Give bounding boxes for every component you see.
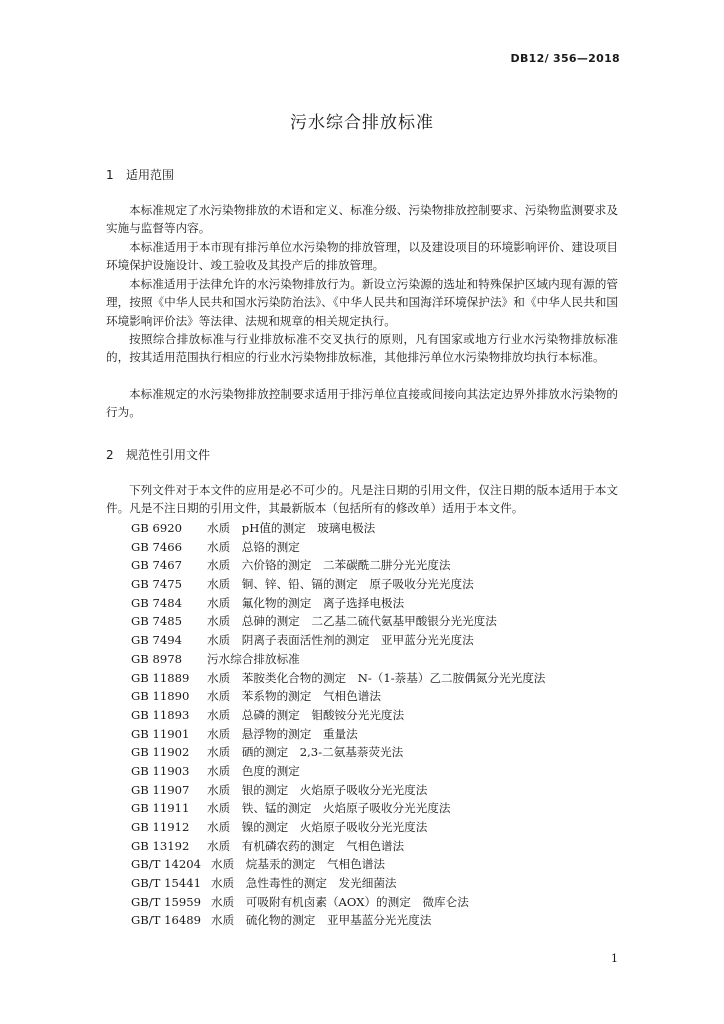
reference-item (131, 650, 545, 669)
reference-item (131, 556, 545, 575)
reference-title: 水质 硒的测定 2,3-二氨基萘荧光法 (207, 745, 404, 760)
reference-item (131, 706, 545, 725)
section-number: 1 (106, 168, 114, 182)
reference-title: 水质 总铬的测定 (207, 539, 300, 554)
reference-title: 水质 六价铬的测定 二苯碳酰二肼分光光度法 (207, 558, 451, 573)
reference-item (131, 799, 545, 818)
section-1-paragraph: 本标准规定了水污染物排放的术语和定义、标准分级、污染物排放控制要求、污染物监测要求及实施与监督等内容。 (106, 203, 618, 236)
section-1-paragraph: 本标准适用于法律允许的水污染物排放行为。新设立污染源的选址和特殊保护区域内现有源的管理，按照《中华人民共和国水污染防治法》、《中华人民共和国海洋环境保护法》和《中华人民共和国环境影响评价法》等法律、法规和规章的相关规定执行。 (106, 277, 618, 328)
reference-item (131, 538, 545, 557)
reference-item (131, 837, 545, 856)
reference-item (131, 612, 545, 631)
section-1-paragraph: 本标准规定的水污染物排放控制要求适用于排污单位直接或间接向其法定边界外排放水污染物的行为。 (106, 387, 618, 420)
reference-code: GB 7494 (131, 633, 182, 648)
page-number: 1 (611, 952, 618, 965)
section-2-paragraph: 下列文件对于本文件的应用是必不可少的。凡是注日期的引用文件，仅注日期的版本适用于本文件。凡是不注日期的引用文件，其最新版本（包括所有的修改单）适用于本文件。 (106, 483, 618, 516)
reference-title: 水质 铜、锌、铅、镉的测定 原子吸收分光光度法 (207, 577, 474, 592)
reference-title: 水质 pH值的测定 玻璃电极法 (207, 521, 376, 535)
reference-code: GB 11889 (131, 670, 190, 685)
reference-code: GB/T 15441 (131, 876, 201, 891)
reference-code: GB 13192 (131, 838, 190, 853)
header-rule (104, 72, 620, 73)
reference-code: GB 11902 (131, 745, 190, 760)
reference-code: GB 6920 (131, 521, 182, 535)
reference-item (131, 911, 545, 930)
section-1-paragraph: 本标准适用于本市现有排污单位水污染物的排放管理，以及建设项目的环境影响评价、建设项目环境保护设施设计、竣工验收及其投产后的排放管理。 (106, 240, 618, 273)
reference-title: 水质 总磷的测定 钼酸铵分光光度法 (207, 707, 405, 722)
reference-item (131, 818, 545, 837)
section-title: 规范性引用文件 (126, 448, 211, 462)
reference-code: GB 8978 (131, 651, 182, 666)
reference-item (131, 725, 545, 744)
reference-title: 水质 可吸附有机卤素（AOX）的测定 微库仑法 (211, 894, 469, 909)
reference-title: 水质 阴离子表面活性剂的测定 亚甲蓝分光光度法 (207, 633, 474, 648)
reference-item (131, 594, 545, 613)
reference-title: 水质 悬浮物的测定 重量法 (207, 726, 358, 741)
reference-item (131, 874, 545, 893)
reference-item (131, 519, 545, 538)
reference-title: 水质 银的测定 火焰原子吸收分光光度法 (207, 782, 428, 797)
reference-title: 水质 镍的测定 火焰原子吸收分光光度法 (207, 820, 428, 834)
section-number: 2 (106, 448, 114, 462)
reference-item (131, 893, 545, 912)
reference-code: GB 11907 (131, 782, 190, 797)
reference-item (131, 855, 545, 874)
reference-code: GB 7467 (131, 558, 182, 573)
normative-references-list (131, 519, 545, 930)
reference-code: GB/T 14204 (131, 857, 201, 872)
reference-code: GB 11901 (131, 726, 190, 741)
document-title: 污水综合排放标准 (290, 113, 434, 133)
reference-title: 水质 急性毒性的测定 发光细菌法 (211, 876, 397, 891)
reference-code: GB 11890 (131, 689, 190, 704)
section-title: 适用范围 (126, 168, 175, 182)
reference-item (131, 575, 545, 594)
document-number: DB12/ 356—2018 (510, 52, 620, 65)
reference-title: 水质 苯系物的测定 气相色谱法 (207, 689, 381, 704)
reference-code: GB 7475 (131, 577, 182, 592)
reference-item (131, 762, 545, 781)
reference-title: 水质 苯胺类化合物的测定 N-（1-萘基）乙二胺偶氮分光光度法 (207, 670, 546, 685)
reference-code: GB/T 16489 (131, 913, 201, 928)
reference-title: 污水综合排放标准 (207, 651, 300, 666)
reference-title: 水质 硫化物的测定 亚甲基蓝分光光度法 (211, 913, 432, 928)
reference-item (131, 687, 545, 706)
reference-code: GB/T 15959 (131, 894, 201, 909)
reference-title: 水质 铁、锰的测定 火焰原子吸收分光光度法 (207, 801, 451, 816)
reference-title: 水质 有机磷农药的测定 气相色谱法 (207, 838, 405, 853)
reference-code: GB 7484 (131, 595, 182, 610)
reference-code: GB 11912 (131, 820, 190, 834)
reference-code: GB 11893 (131, 707, 190, 722)
reference-item (131, 631, 545, 650)
reference-item (131, 781, 545, 800)
section-2-heading (106, 446, 210, 463)
section-1-paragraph: 按照综合排放标准与行业排放标准不交叉执行的原则，凡有国家或地方行业水污染物排放标准的，按其适用范围执行相应的行业水污染物排放标准，其他排污单位水污染物排放均执行本标准。 (106, 332, 618, 365)
reference-code: GB 11903 (131, 763, 190, 778)
reference-item (131, 669, 545, 688)
reference-code: GB 7485 (131, 614, 182, 629)
section-1-heading (106, 166, 174, 183)
reference-title: 水质 烷基汞的测定 气相色谱法 (211, 857, 385, 872)
reference-title: 水质 色度的测定 (207, 763, 300, 778)
reference-item (131, 743, 545, 762)
reference-code: GB 7466 (131, 539, 182, 554)
reference-title: 水质 氟化物的测定 离子选择电极法 (207, 595, 405, 610)
reference-title: 水质 总砷的测定 二乙基二硫代氨基甲酸银分光光度法 (207, 614, 497, 629)
reference-code: GB 11911 (131, 801, 190, 816)
